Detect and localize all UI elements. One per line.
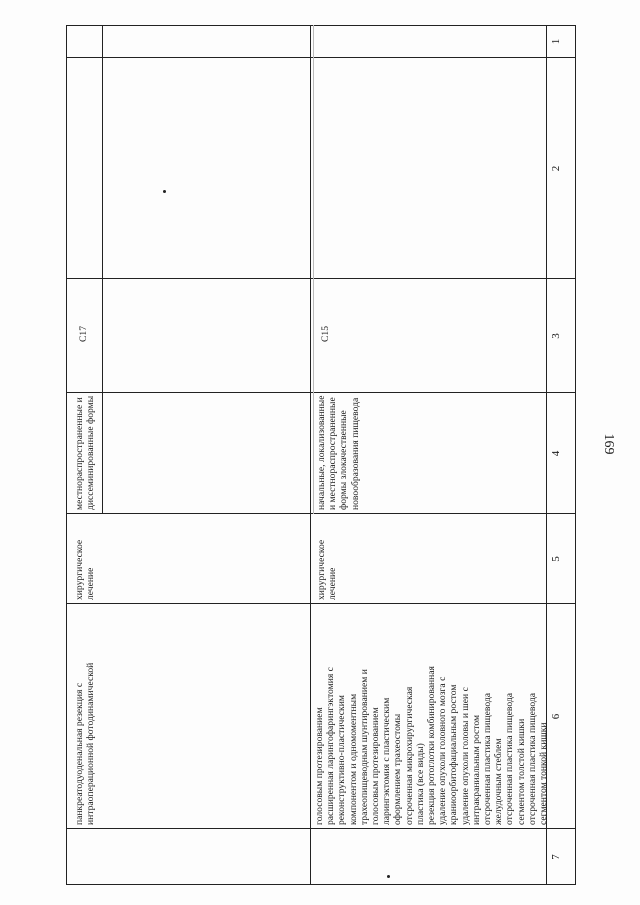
col-header-5: 5 (550, 556, 562, 562)
row-c17-code: C17 (78, 326, 89, 342)
procedure-item: сегментом толстой кишки (515, 718, 527, 825)
row-c15-diagnosis: начальные, локализованные и местнораспространенные формы злокачественные новообразования пищевода (316, 395, 361, 510)
col-header-6: 6 (550, 713, 562, 720)
procedures-c17: панкреатодуоденальная резекция с интраоперационной фотодинамической (74, 662, 97, 825)
procedure-item: расширенная ларингофарингэктомия с (325, 667, 337, 825)
procedure-item: ларингэктомия с пластическим (381, 697, 393, 825)
col-header-2: 2 (550, 165, 562, 172)
row-c15-treatment: хирургическое лечение (316, 539, 339, 600)
procedure-item: пластика (все виды) (414, 743, 426, 825)
procedure-item: отсроченная пластика пищевода (504, 693, 516, 825)
procedure-item: удаление опухоли головного мозга с (437, 676, 449, 825)
page-number: 169 (601, 433, 616, 455)
col-header-7: 7 (550, 854, 562, 860)
procedure-item: отсроченная пластика пищевода (526, 693, 538, 825)
procedure-item: интракраниальным ростом (470, 714, 482, 825)
procedure-item: оформлением трахеостомы (392, 713, 404, 825)
procedure-item: краниоорбитофациальным ростом (448, 684, 460, 825)
procedure-item: голосовым протезированием (370, 707, 382, 825)
procedure-item: реконструктивно-пластическим (336, 695, 348, 825)
procedure-item: сегментом тонкой кишки (538, 722, 550, 825)
procedure-item: отсроченная микрохирургическая (403, 686, 415, 825)
procedure-item: трахеопищеводным шунтированием и (358, 669, 370, 825)
procedure-item: голосовым протезированием (314, 707, 325, 825)
procedure-item: отсроченная пластика пищевода (482, 693, 494, 825)
procedure-item: резекция ротоглотки комбинированная (426, 666, 438, 825)
rotated-table (66, 25, 576, 885)
row-c17-treatment: хирургическое лечение (74, 539, 97, 600)
procedure-item: желудочным стеблем (493, 738, 505, 825)
row-c17-diagnosis: местнораспространенные и диссеминированные формы (74, 395, 97, 510)
procedure-item: компонентом и одномоментным (347, 693, 359, 825)
procedures-c15 (314, 607, 549, 825)
col-header-4: 4 (550, 450, 562, 457)
col-header-1: 1 (550, 38, 562, 45)
col-header-3: 3 (550, 333, 562, 339)
row-c15-code: C15 (320, 326, 331, 342)
procedure-item: удаление опухоли головы и шеи с (459, 687, 471, 825)
